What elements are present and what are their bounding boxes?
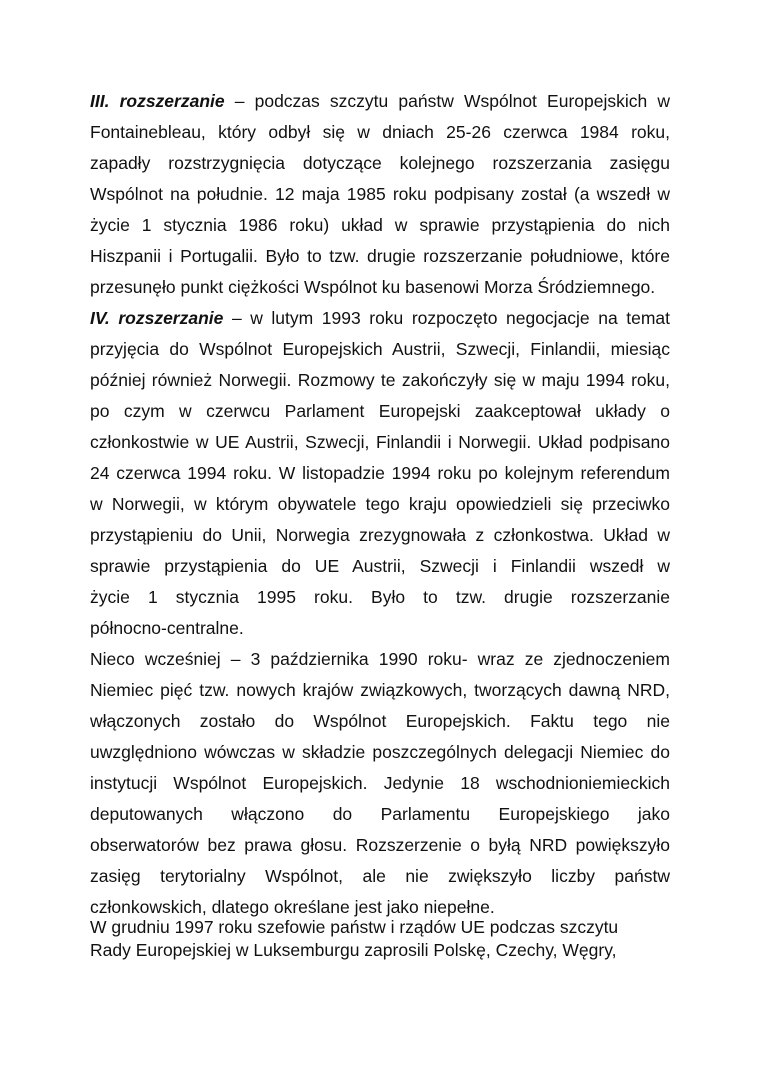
main-text xyxy=(90,86,670,923)
paragraph-line: życie 1 stycznia 1995 roku. Było to tzw. drugie rozszerzanie xyxy=(90,587,670,607)
paragraph-line: przesunęło punkt ciężkości Wspólnot ku basenowi Morza Śródziemnego. xyxy=(90,277,656,297)
paragraph-line: północno-centralne. xyxy=(90,618,244,638)
paragraph-line: IV. rozszerzanie – w lutym 1993 roku rozpoczęto negocjacje na temat xyxy=(90,308,670,328)
paragraph-line: przyjęcia do Wspólnot Europejskich Austrii, Szwecji, Finlandii, miesiąc xyxy=(90,339,670,359)
paragraph-line: zasięg terytorialny Wspólnot, ale nie zwiększyło liczby państw xyxy=(90,866,670,886)
paragraph-line: Hiszpanii i Portugalii. Było to tzw. drugie rozszerzanie południowe, które xyxy=(90,246,670,266)
paragraph-line: sprawie przystąpienia do UE Austrii, Szwecji i Finlandii wszedł w xyxy=(90,556,670,576)
paragraph-line: obserwatorów bez prawa głosu. Rozszerzenie o byłą NRD powiększyło xyxy=(90,835,670,855)
paragraph-line: włączonych zostało do Wspólnot Europejskich. Faktu tego nie xyxy=(90,711,670,731)
paragraph-line: uwzględniono wówczas w składzie poszczególnych delegacji Niemiec do xyxy=(90,742,670,762)
paragraph-line: członkostwie w UE Austrii, Szwecji, Finlandii i Norwegii. Układ podpisano xyxy=(90,432,670,452)
paragraph-line: po czym w czerwcu Parlament Europejski zaakceptował układy o xyxy=(90,401,670,421)
paragraph-line: Rady Europejskiej w Luksemburgu zaprosili Polskę, Czechy, Węgry, xyxy=(90,940,617,960)
section-heading-iv: IV. rozszerzanie xyxy=(90,308,224,328)
tail-text xyxy=(90,916,670,962)
paragraph-line: przystąpieniu do Unii, Norwegia zrezygnowała z członkostwa. Układ w xyxy=(90,525,670,545)
paragraph-line: Nieco wcześniej – 3 października 1990 roku- wraz ze zjednoczeniem xyxy=(90,649,670,669)
paragraph-line: 24 czerwca 1994 roku. W listopadzie 1994 roku po kolejnym referendum xyxy=(90,463,670,483)
paragraph-line: życie 1 stycznia 1986 roku) układ w sprawie przystąpienia do nich xyxy=(90,215,670,235)
paragraph-line: III. rozszerzanie – podczas szczytu państw Wspólnot Europejskich w xyxy=(90,91,670,111)
paragraph-line: zapadły rozstrzygnięcia dotyczące kolejnego rozszerzania zasięgu xyxy=(90,153,670,173)
paragraph-line: instytucji Wspólnot Europejskich. Jedynie 18 wschodnioniemieckich xyxy=(90,773,670,793)
paragraph-line: Niemiec pięć tzw. nowych krajów związkowych, tworzących dawną NRD, xyxy=(90,680,670,700)
paragraph-line: Fontainebleau, który odbył się w dniach 25-26 czerwca 1984 roku, xyxy=(90,122,670,142)
paragraph-line: deputowanych włączono do Parlamentu Europejskiego jako xyxy=(90,804,670,824)
paragraph-line: W grudniu 1997 roku szefowie państw i rządów UE podczas szczytu xyxy=(90,917,619,937)
paragraph-line: później również Norwegii. Rozmowy te zakończyły się w maju 1994 roku, xyxy=(90,370,670,390)
paragraph-line: w Norwegii, w którym obywatele tego kraju opowiedzieli się przeciwko xyxy=(90,494,670,514)
paragraph-line: członkowskich, dlatego określane jest jako niepełne. xyxy=(90,897,495,917)
section-heading-iii: III. rozszerzanie xyxy=(90,91,225,111)
paragraph-line: Wspólnot na południe. 12 maja 1985 roku podpisany został (a wszedł w xyxy=(90,184,670,204)
